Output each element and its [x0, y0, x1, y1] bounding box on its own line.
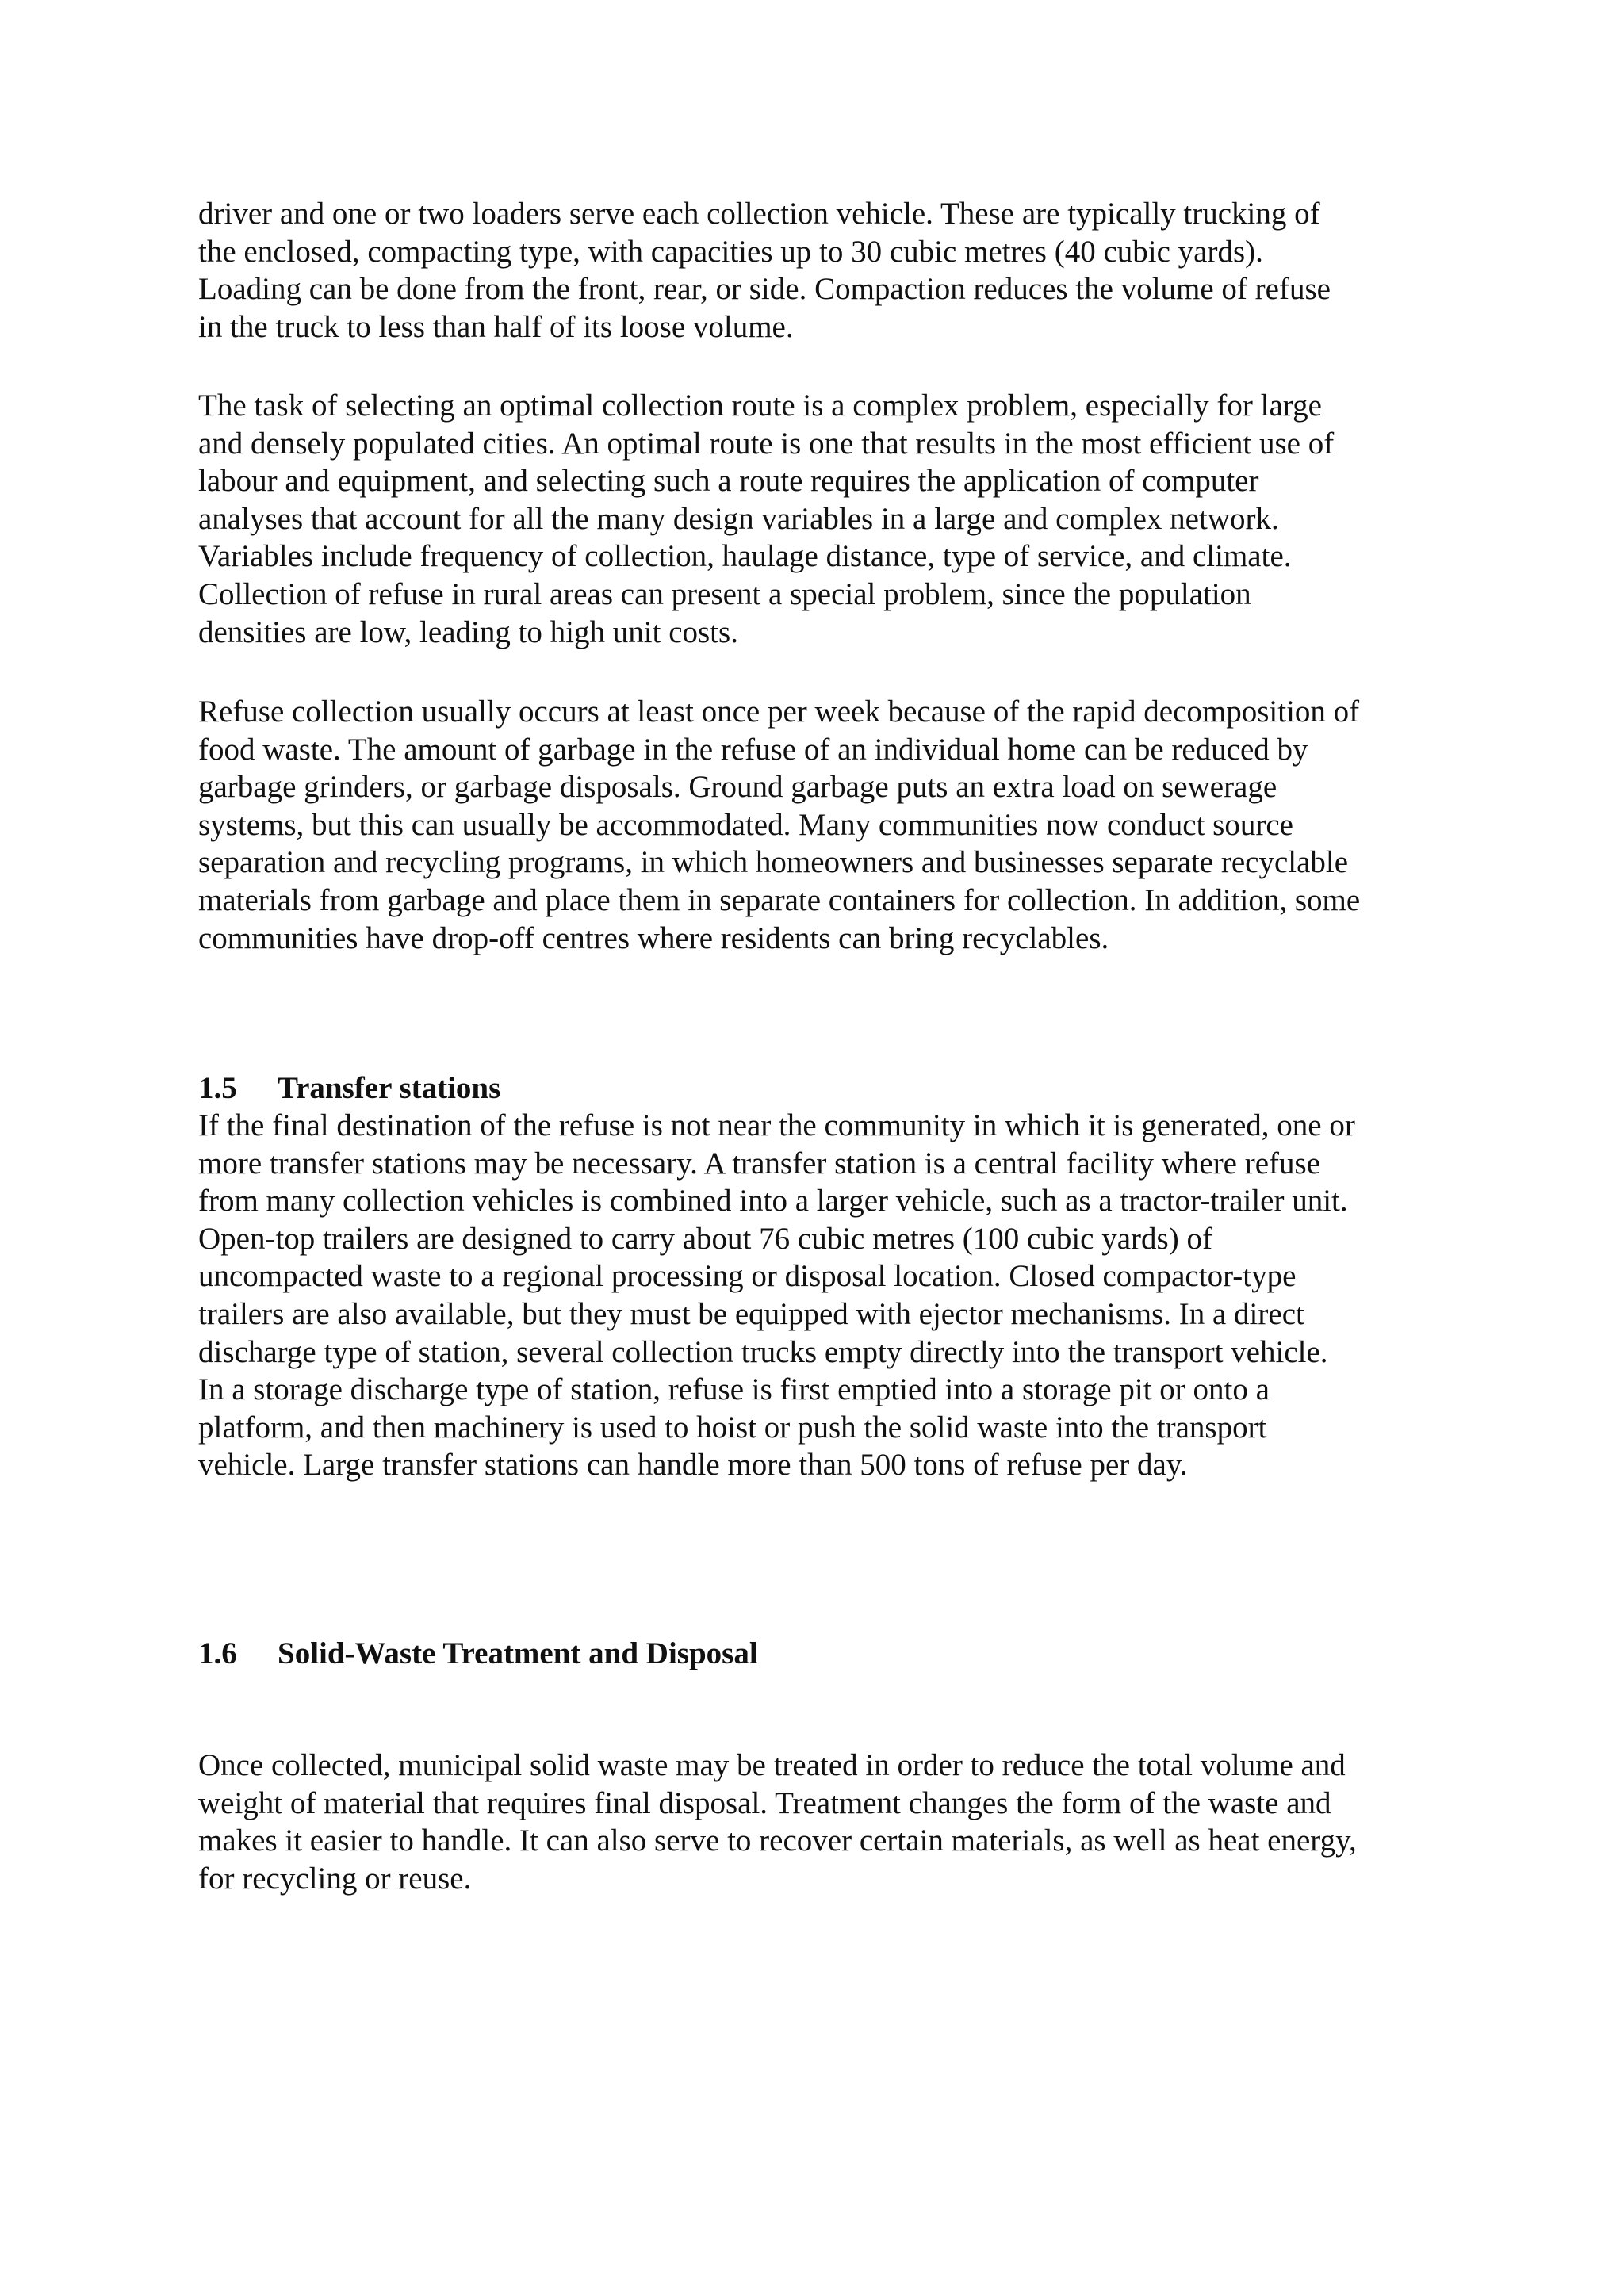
paragraph-line: The task of selecting an optimal collection route is a complex problem, especially for large	[198, 388, 1322, 423]
paragraph-collection-vehicles	[198, 195, 1331, 346]
paragraph-line: Once collected, municipal solid waste may be treated in order to reduce the total volume and	[198, 1748, 1346, 1782]
paragraph-line: labour and equipment, and selecting such a route requires the application of computer	[198, 464, 1259, 499]
paragraph-line: and densely populated cities. An optimal route is one that results in the most efficient use of	[198, 426, 1335, 461]
paragraph-line: food waste. The amount of garbage in the refuse of an individual home can be reduced by	[198, 732, 1308, 767]
section-title: Solid-Waste Treatment and Disposal	[278, 1636, 758, 1670]
paragraph-line: trailers are also available, but they must be equipped with ejector mechanisms. In a direct	[198, 1296, 1304, 1331]
paragraph-line: communities have drop-off centres where residents can bring recyclables.	[198, 920, 1109, 955]
paragraph-line: garbage grinders, or garbage disposals. Ground garbage puts an extra load on sewerage	[198, 770, 1277, 805]
paragraph-waste-treatment	[198, 1747, 1357, 1897]
paragraph-line: vehicle. Large transfer stations can handle more than 500 tons of refuse per day.	[198, 1448, 1188, 1483]
paragraph-line: Refuse collection usually occurs at least once per week because of the rapid decomposition of	[198, 695, 1360, 729]
paragraph-collection-frequency	[198, 693, 1360, 957]
paragraph-line: the enclosed, compacting type, with capacities up to 30 cubic metres (40 cubic yards).	[198, 234, 1263, 269]
paragraph-line: Open-top trailers are designed to carry about 76 cubic metres (100 cubic yards) of	[198, 1221, 1212, 1256]
paragraph-line: more transfer stations may be necessary. A transfer station is a central facility where refuse	[198, 1146, 1321, 1181]
paragraph-line: discharge type of station, several collection trucks empty directly into the transport vehicle.	[198, 1334, 1328, 1369]
paragraph-transfer-stations	[198, 1107, 1355, 1484]
section-heading-treatment-disposal	[198, 1635, 758, 1673]
paragraph-line: for recycling or reuse.	[198, 1861, 472, 1896]
paragraph-line: separation and recycling programs, in which homeowners and businesses separate recyclable	[198, 845, 1349, 880]
paragraph-line: Variables include frequency of collection, haulage distance, type of service, and climate.	[198, 539, 1292, 574]
paragraph-line: uncompacted waste to a regional processing or disposal location. Closed compactor-type	[198, 1259, 1297, 1294]
paragraph-line: driver and one or two loaders serve each collection vehicle. These are typically trucking of	[198, 197, 1320, 231]
paragraph-line: Loading can be done from the front, rear, or side. Compaction reduces the volume of refuse	[198, 272, 1331, 307]
section-heading-transfer-stations	[198, 1070, 500, 1108]
paragraph-line: If the final destination of the refuse is not near the community in which it is generated, one or	[198, 1108, 1355, 1142]
paragraph-line: In a storage discharge type of station, refuse is first emptied into a storage pit or onto a	[198, 1372, 1270, 1407]
paragraph-line: makes it easier to handle. It can also serve to recover certain materials, as well as heat energy,	[198, 1823, 1357, 1858]
section-number: 1.5	[198, 1071, 237, 1105]
paragraph-line: analyses that account for all the many design variables in a large and complex network.	[198, 501, 1279, 536]
paragraph-collection-route	[198, 387, 1334, 651]
section-title: Transfer stations	[278, 1071, 501, 1105]
paragraph-line: densities are low, leading to high unit costs.	[198, 614, 738, 649]
paragraph-line: materials from garbage and place them in separate containers for collection. In addition, some	[198, 882, 1361, 917]
section-number: 1.6	[198, 1636, 237, 1670]
paragraph-line: weight of material that requires final disposal. Treatment changes the form of the waste and	[198, 1785, 1331, 1820]
paragraph-line: platform, and then machinery is used to hoist or push the solid waste into the transport	[198, 1410, 1267, 1445]
paragraph-line: Collection of refuse in rural areas can present a special problem, since the population	[198, 576, 1251, 611]
paragraph-line: from many collection vehicles is combined into a larger vehicle, such as a tractor-trailer unit.	[198, 1184, 1348, 1219]
paragraph-line: systems, but this can usually be accommodated. Many communities now conduct source	[198, 807, 1293, 842]
paragraph-line: in the truck to less than half of its loose volume.	[198, 309, 794, 344]
